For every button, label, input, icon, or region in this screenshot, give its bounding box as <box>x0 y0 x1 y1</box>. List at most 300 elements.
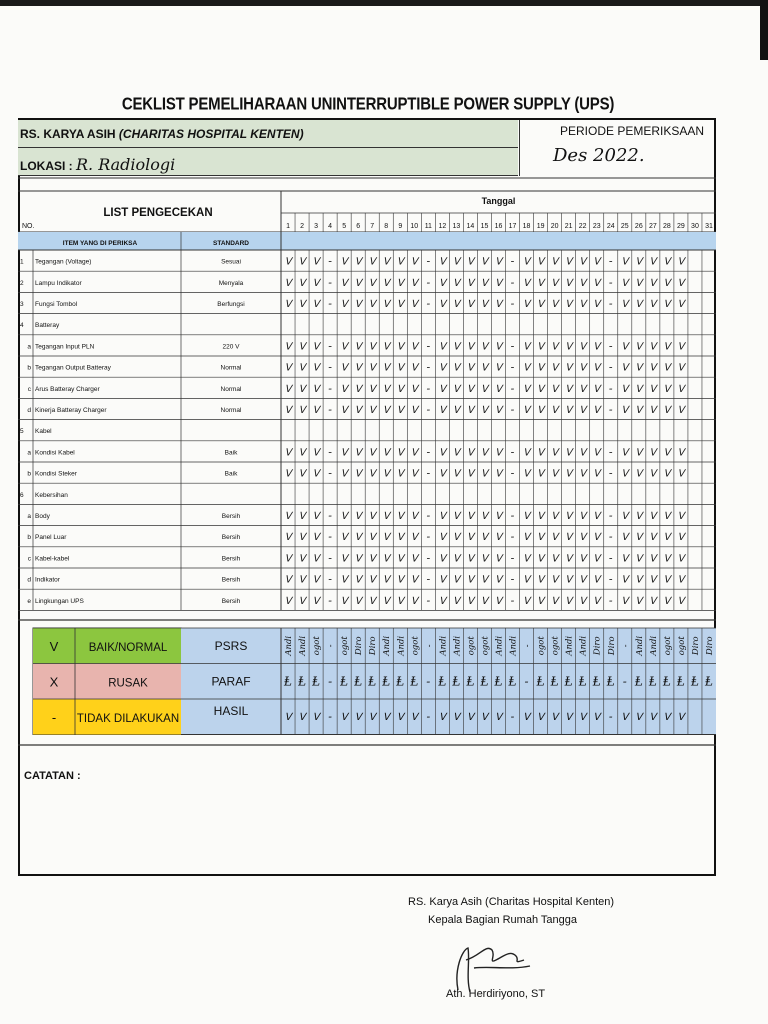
check-mark: ᐯ <box>551 362 559 374</box>
paraf-mark: Ⱡ <box>648 674 657 689</box>
check-mark: ᐯ <box>593 532 601 544</box>
row-sub-letter: c <box>27 385 31 393</box>
check-mark: - <box>608 297 613 310</box>
check-mark: - <box>510 572 515 586</box>
row-sub-letter: a <box>27 449 31 457</box>
check-mark: ᐯ <box>452 447 460 459</box>
hasil-mark: ᐯ <box>593 711 601 723</box>
row-sub-letter: b <box>27 364 31 372</box>
hasil-mark: ᐯ <box>284 711 292 723</box>
check-mark: ᐯ <box>481 595 488 607</box>
hasil-mark: ᐯ <box>649 711 657 723</box>
row-standard: Berfungsi <box>217 301 245 308</box>
check-mark: ᐯ <box>495 574 502 586</box>
check-mark: - <box>608 360 613 374</box>
check-mark: ᐯ <box>565 405 573 416</box>
check-mark: ᐯ <box>537 256 545 268</box>
check-mark: ᐯ <box>635 277 643 289</box>
day-number: 22 <box>578 223 587 230</box>
psrs-name: ogot <box>536 636 547 656</box>
paraf-mark: Ⱡ <box>284 674 293 689</box>
check-mark: ᐯ <box>551 468 559 480</box>
check-mark: ᐯ <box>635 595 643 607</box>
check-mark: ᐯ <box>537 511 545 522</box>
legend-symbol: X <box>49 674 59 690</box>
check-mark: ᐯ <box>621 468 629 480</box>
check-mark: ᐯ <box>467 553 474 565</box>
check-mark: ᐯ <box>312 256 320 268</box>
check-mark: ᐯ <box>579 468 587 480</box>
psrs-name: - <box>522 644 533 648</box>
check-mark: ᐯ <box>396 362 404 374</box>
check-mark: ᐯ <box>340 383 348 395</box>
check-mark: - <box>328 445 332 459</box>
check-mark: ᐯ <box>284 405 292 416</box>
check-mark: ᐯ <box>298 511 306 522</box>
check-mark: ᐯ <box>621 299 629 310</box>
check-mark: ᐯ <box>481 468 488 480</box>
check-mark: ᐯ <box>396 277 404 289</box>
check-mark: ᐯ <box>649 383 657 395</box>
check-mark: ᐯ <box>438 447 446 459</box>
row-standard: Bersih <box>221 513 241 520</box>
check-mark: ᐯ <box>621 511 629 522</box>
check-mark: ᐯ <box>312 595 320 607</box>
header-no: NO. <box>22 223 35 230</box>
row-sub-letter: d <box>27 407 31 414</box>
check-mark: ᐯ <box>565 574 573 586</box>
row-number: 6 <box>20 491 24 499</box>
check-mark: ᐯ <box>312 553 320 565</box>
check-mark: ᐯ <box>537 595 545 607</box>
paraf-mark: Ⱡ <box>452 674 461 689</box>
paraf-mark: Ⱡ <box>606 674 615 689</box>
check-mark: ᐯ <box>593 553 601 565</box>
check-mark: ᐯ <box>565 256 573 268</box>
check-mark: ᐯ <box>551 595 559 607</box>
check-mark: ᐯ <box>382 532 390 544</box>
paraf-mark: Ⱡ <box>536 674 545 689</box>
hasil-mark: ᐯ <box>410 711 418 723</box>
hasil-mark: ᐯ <box>438 711 446 723</box>
check-mark: ᐯ <box>396 511 404 522</box>
check-mark: - <box>426 360 431 374</box>
check-mark: ᐯ <box>467 595 474 607</box>
row-item-name: Indikator <box>35 576 60 584</box>
check-mark: ᐯ <box>312 405 320 416</box>
paraf-mark: - <box>426 674 431 689</box>
check-mark: ᐯ <box>537 405 545 416</box>
check-mark: ᐯ <box>593 277 601 289</box>
row-standard: Normal <box>220 385 242 393</box>
check-mark: ᐯ <box>579 532 587 544</box>
row-item-name: Tegangan Output Batteray <box>35 364 111 372</box>
check-mark: ᐯ <box>523 595 530 607</box>
check-mark: ᐯ <box>565 362 573 374</box>
check-mark: ᐯ <box>523 405 530 416</box>
check-mark: - <box>608 381 613 395</box>
hasil-mark: ᐯ <box>523 711 530 723</box>
location-label: LOKASI : <box>20 159 76 173</box>
check-mark: ᐯ <box>284 553 292 565</box>
check-mark: ᐯ <box>663 256 671 268</box>
paraf-mark: Ⱡ <box>396 674 405 689</box>
hospital-italic: (CHARITAS HOSPITAL KENTEN) <box>118 127 304 141</box>
hasil-mark: - <box>608 709 613 723</box>
hasil-mark: - <box>510 709 515 723</box>
check-mark: ᐯ <box>382 468 390 480</box>
row-item-name: Kabel <box>35 428 52 436</box>
check-mark: ᐯ <box>537 553 545 565</box>
check-mark: ᐯ <box>284 511 292 522</box>
check-mark: - <box>426 339 431 353</box>
check-mark: ᐯ <box>523 447 530 459</box>
check-mark: ᐯ <box>495 362 502 374</box>
check-mark: ᐯ <box>621 383 629 395</box>
check-mark: ᐯ <box>649 468 657 480</box>
psrs-name: ogot <box>550 636 561 656</box>
check-mark: ᐯ <box>579 595 587 607</box>
row-item-name: Lingkungan UPS <box>35 597 84 605</box>
check-mark: ᐯ <box>663 299 671 310</box>
check-mark: ᐯ <box>635 299 643 310</box>
row-standard: Normal <box>220 407 242 414</box>
hasil-mark: ᐯ <box>340 711 348 723</box>
row-item-name: Kondisi Steker <box>35 470 77 478</box>
legend-label: RUSAK <box>108 677 148 690</box>
header-tanggal: Tanggal <box>481 196 516 206</box>
psrs-name: Andi <box>508 635 519 656</box>
check-mark: ᐯ <box>495 341 502 353</box>
check-mark: ᐯ <box>410 405 418 416</box>
handwritten-signature <box>440 930 540 996</box>
psrs-name: Andi <box>284 635 295 656</box>
check-mark: ᐯ <box>677 341 685 353</box>
check-mark: - <box>608 572 613 586</box>
paraf-mark: Ⱡ <box>550 674 559 689</box>
check-mark: - <box>426 445 431 459</box>
day-number: 26 <box>634 223 643 230</box>
check-mark: ᐯ <box>635 341 643 353</box>
check-mark: ᐯ <box>354 511 362 522</box>
notes-label: CATATAN : <box>24 770 81 782</box>
check-mark: ᐯ <box>579 511 587 522</box>
check-mark: ᐯ <box>677 405 685 416</box>
check-mark: ᐯ <box>410 277 418 289</box>
check-mark: ᐯ <box>354 532 362 544</box>
check-mark: ᐯ <box>340 574 348 586</box>
hasil-mark: ᐯ <box>565 711 573 723</box>
check-mark: ᐯ <box>579 574 587 586</box>
check-mark: ᐯ <box>663 574 671 586</box>
paraf-mark: - <box>328 674 333 689</box>
check-mark: - <box>328 509 332 522</box>
psrs-name: - <box>326 644 337 648</box>
day-number: 27 <box>648 223 657 230</box>
check-mark: ᐯ <box>635 574 643 586</box>
row-number: 4 <box>20 322 24 330</box>
check-mark: ᐯ <box>382 574 390 586</box>
row-standard: 220 V <box>222 343 240 351</box>
hasil-mark: - <box>426 709 431 723</box>
check-mark: ᐯ <box>481 277 488 289</box>
check-mark: - <box>426 381 431 395</box>
check-mark: ᐯ <box>663 341 671 353</box>
check-mark: ᐯ <box>382 383 390 395</box>
row-item-name: Kabel-kabel <box>35 555 70 563</box>
check-mark: ᐯ <box>579 405 587 416</box>
check-mark: ᐯ <box>677 383 685 395</box>
row-number: 2 <box>20 279 24 287</box>
check-mark: ᐯ <box>382 256 390 268</box>
row-sub-letter: b <box>27 534 31 542</box>
paraf-mark: Ⱡ <box>410 674 419 689</box>
row-sub-letter: b <box>27 470 31 478</box>
check-mark: ᐯ <box>396 595 404 607</box>
day-number: 5 <box>342 223 347 230</box>
paraf-mark: - <box>622 674 627 689</box>
day-number: 3 <box>314 223 319 230</box>
check-mark: - <box>608 509 613 522</box>
row-item-name: Batteray <box>35 322 60 330</box>
check-mark: ᐯ <box>438 299 446 310</box>
check-mark: ᐯ <box>481 256 488 268</box>
day-number: 18 <box>522 223 531 230</box>
check-mark: ᐯ <box>579 299 587 310</box>
psrs-name: Andi <box>298 635 309 656</box>
check-mark: ᐯ <box>677 532 685 544</box>
check-mark: - <box>608 466 613 480</box>
check-mark: ᐯ <box>298 553 306 565</box>
check-mark: ᐯ <box>649 405 657 416</box>
check-mark: ᐯ <box>298 299 306 310</box>
day-number: 20 <box>550 223 559 230</box>
check-mark: - <box>328 360 332 374</box>
day-number: 21 <box>564 223 573 230</box>
check-mark: ᐯ <box>621 447 629 459</box>
check-mark: - <box>426 551 431 565</box>
check-mark: - <box>328 403 332 416</box>
check-mark: ᐯ <box>368 447 376 459</box>
paraf-mark: Ⱡ <box>382 674 391 689</box>
check-mark: - <box>328 593 332 607</box>
check-mark: ᐯ <box>438 532 446 544</box>
hasil-mark: ᐯ <box>677 711 685 723</box>
check-mark: ᐯ <box>593 299 601 310</box>
check-mark: ᐯ <box>621 362 629 374</box>
check-mark: ᐯ <box>677 553 685 565</box>
check-mark: - <box>426 530 431 544</box>
signoff-label: HASIL <box>213 703 249 718</box>
check-mark: ᐯ <box>438 341 446 353</box>
psrs-name: Andi <box>452 635 463 656</box>
check-mark: ᐯ <box>410 468 418 480</box>
check-mark: ᐯ <box>621 532 629 544</box>
check-mark: - <box>510 275 515 289</box>
hasil-mark: ᐯ <box>495 711 502 723</box>
check-mark: ᐯ <box>565 468 573 480</box>
check-mark: ᐯ <box>621 595 629 607</box>
check-mark: - <box>510 339 515 353</box>
check-mark: ᐯ <box>354 277 362 289</box>
check-mark: ᐯ <box>677 277 685 289</box>
check-mark: ᐯ <box>382 405 390 416</box>
check-mark: ᐯ <box>340 511 348 522</box>
check-mark: ᐯ <box>354 468 362 480</box>
check-mark: ᐯ <box>663 595 671 607</box>
check-mark: ᐯ <box>438 468 446 480</box>
day-number: 29 <box>677 223 685 230</box>
check-mark: ᐯ <box>382 447 390 459</box>
psrs-name: ogot <box>662 636 673 656</box>
row-item-name: Body <box>35 513 50 520</box>
check-mark: ᐯ <box>481 553 488 565</box>
check-mark: ᐯ <box>340 553 348 565</box>
check-mark: ᐯ <box>677 447 685 459</box>
check-mark: ᐯ <box>368 277 376 289</box>
check-mark: ᐯ <box>495 468 502 480</box>
day-number: 19 <box>536 223 545 230</box>
check-mark: ᐯ <box>565 341 573 353</box>
check-mark: - <box>608 254 613 268</box>
check-mark: ᐯ <box>593 383 601 395</box>
check-mark: - <box>328 339 332 353</box>
hasil-mark: ᐯ <box>312 711 320 723</box>
hasil-mark: ᐯ <box>354 711 362 723</box>
check-mark: ᐯ <box>565 277 573 289</box>
check-mark: ᐯ <box>565 383 573 395</box>
check-mark: ᐯ <box>663 277 671 289</box>
check-mark: ᐯ <box>621 405 629 416</box>
check-mark: - <box>608 445 613 459</box>
check-mark: ᐯ <box>410 532 418 544</box>
check-mark: ᐯ <box>495 553 502 565</box>
check-mark: ᐯ <box>537 362 545 374</box>
check-mark: - <box>608 530 613 544</box>
check-mark: ᐯ <box>410 256 418 268</box>
signature-title: Kepala Bagian Rumah Tangga <box>428 914 578 926</box>
check-mark: ᐯ <box>368 553 376 565</box>
check-mark: ᐯ <box>284 532 292 544</box>
check-mark: ᐯ <box>565 595 573 607</box>
check-mark: ᐯ <box>396 299 404 310</box>
psrs-name: ogot <box>312 636 323 656</box>
check-mark: ᐯ <box>495 511 502 522</box>
day-number: 7 <box>370 223 375 230</box>
check-mark: ᐯ <box>396 383 404 395</box>
day-number: 14 <box>466 223 475 230</box>
check-mark: ᐯ <box>565 511 573 522</box>
signature-name: Ath. Herdiriyono, ST <box>446 988 546 1000</box>
row-sub-letter: a <box>27 513 31 520</box>
check-mark: - <box>426 466 431 480</box>
check-mark: ᐯ <box>340 341 348 353</box>
check-mark: ᐯ <box>649 341 657 353</box>
check-mark: ᐯ <box>677 468 685 480</box>
check-mark: ᐯ <box>284 277 292 289</box>
psrs-name: ogot <box>466 636 477 656</box>
hospital-prefix: RS. KARYA ASIH <box>20 127 119 141</box>
check-mark: ᐯ <box>382 299 390 310</box>
check-mark: ᐯ <box>537 468 545 480</box>
check-mark: ᐯ <box>382 553 390 565</box>
hasil-mark: ᐯ <box>452 711 460 723</box>
check-mark: ᐯ <box>551 532 559 544</box>
check-mark: ᐯ <box>284 595 292 607</box>
hasil-mark: ᐯ <box>467 711 474 723</box>
check-mark: ᐯ <box>340 256 348 268</box>
check-mark: ᐯ <box>663 532 671 544</box>
check-mark: ᐯ <box>593 595 601 607</box>
check-mark: ᐯ <box>368 299 376 310</box>
signature-org: RS. Karya Asih (Charitas Hospital Kenten) <box>408 896 615 908</box>
check-mark: ᐯ <box>537 447 545 459</box>
check-mark: ᐯ <box>368 574 376 586</box>
check-mark: ᐯ <box>551 511 559 522</box>
psrs-name: - <box>424 644 435 648</box>
check-mark: ᐯ <box>284 468 292 480</box>
check-mark: ᐯ <box>438 595 446 607</box>
paraf-mark: Ⱡ <box>368 674 377 689</box>
day-number: 23 <box>592 223 601 230</box>
check-mark: - <box>328 381 332 395</box>
check-mark: ᐯ <box>467 256 474 268</box>
day-number: 4 <box>328 223 333 230</box>
check-mark: ᐯ <box>467 532 474 544</box>
row-standard: Bersih <box>221 534 241 542</box>
check-mark: ᐯ <box>551 447 559 459</box>
page-title: CEKLIST PEMELIHARAAN UNINTERRUPTIBLE POWER SUPPLY (UPS) <box>121 94 615 115</box>
check-mark: ᐯ <box>467 574 474 586</box>
check-mark: ᐯ <box>312 447 320 459</box>
check-mark: ᐯ <box>382 511 390 522</box>
check-mark: ᐯ <box>354 299 362 310</box>
check-mark: ᐯ <box>537 341 545 353</box>
check-mark: ᐯ <box>312 277 320 289</box>
row-standard: Sesuai <box>221 258 241 266</box>
check-mark: ᐯ <box>467 341 474 353</box>
check-mark: ᐯ <box>565 553 573 565</box>
check-mark: ᐯ <box>621 341 629 353</box>
check-mark: ᐯ <box>635 447 643 459</box>
check-mark: - <box>510 593 515 607</box>
legend-label: BAIK/NORMAL <box>88 641 168 654</box>
check-mark: ᐯ <box>438 256 446 268</box>
legend-symbol: - <box>51 709 57 725</box>
check-mark: ᐯ <box>467 277 474 289</box>
check-mark: - <box>328 572 332 586</box>
check-mark: ᐯ <box>467 383 474 395</box>
header-list: LIST PENGECEKAN <box>103 207 213 219</box>
day-number: 24 <box>606 223 615 230</box>
check-mark: ᐯ <box>312 511 320 522</box>
psrs-name: Andi <box>438 635 449 656</box>
check-mark: ᐯ <box>495 405 502 416</box>
check-mark: ᐯ <box>537 532 545 544</box>
check-mark: ᐯ <box>649 553 657 565</box>
check-mark: ᐯ <box>551 277 559 289</box>
check-mark: ᐯ <box>467 447 474 459</box>
check-mark: ᐯ <box>481 383 488 395</box>
day-number: 17 <box>508 223 517 230</box>
check-mark: ᐯ <box>438 383 446 395</box>
day-number: 12 <box>438 223 447 230</box>
psrs-name: - <box>620 644 631 648</box>
row-item-name: Fungsi Tombol <box>35 301 78 308</box>
check-mark: ᐯ <box>298 405 306 416</box>
paraf-mark: Ⱡ <box>634 674 643 689</box>
check-mark: ᐯ <box>354 405 362 416</box>
